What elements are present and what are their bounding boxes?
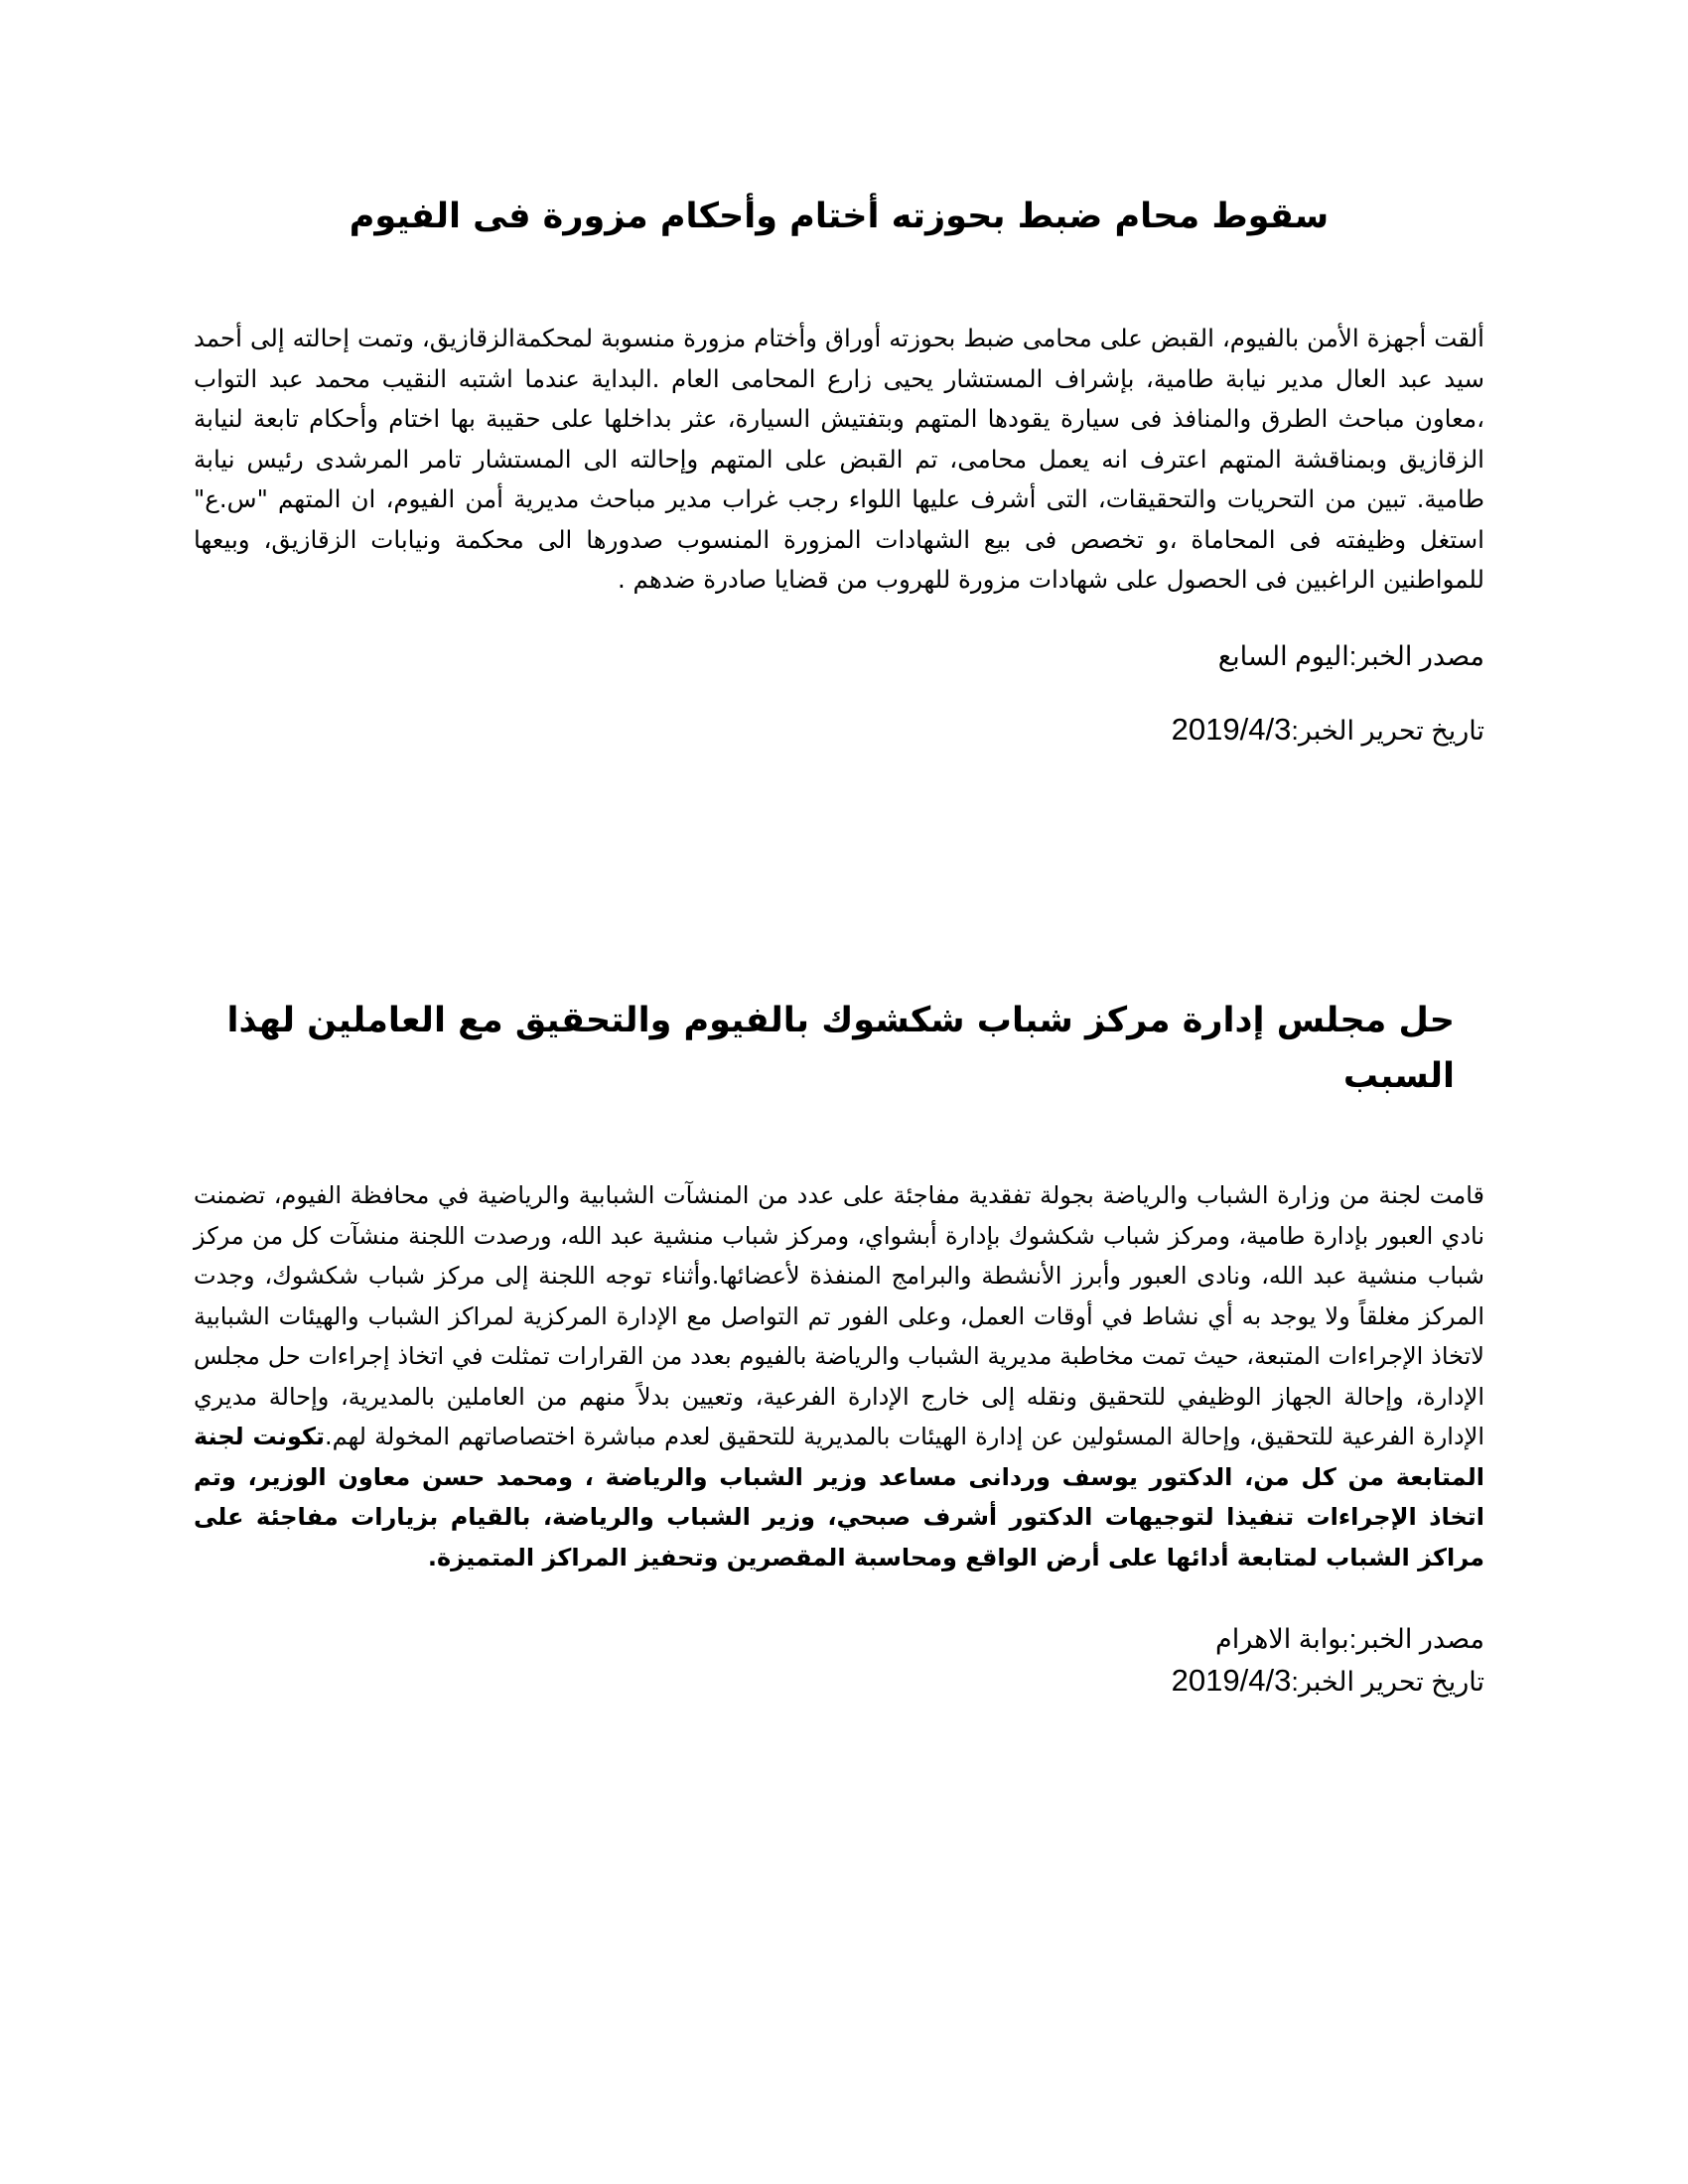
article-2-source-label: مصدر الخبر: [1348, 1624, 1484, 1654]
article-2-date-label: تاريخ تحرير الخبر: [1291, 1667, 1484, 1697]
article-2-body-bold-text: تكونت لجنة المتابعة من كل من، الدكتور يوسف وردانى مساعد وزير الشباب والرياضة ، ومحمد حسن معاون الوزير، وتم اتخاذ الإجراءات تنفيذا لتوجيهات الدكتور أشرف صبحي، وزير الشباب والرياضة، بالقيام بزيارات مفاجئة على مراكز الشباب لمتابعة أدائها على أرض الواقع ومحاسبة المقصرين وتحفيز المراكز المتميزة. [194, 1423, 1484, 1571]
article-1-body [194, 319, 1484, 601]
article-1-source [194, 636, 1484, 676]
article-1-source-label: مصدر الخبر: [1348, 640, 1484, 671]
article-2-date [194, 1661, 1484, 1702]
article-1-source-value: اليوم السابع [1217, 640, 1349, 671]
article-2-source-value: بوابة الاهرام [1214, 1624, 1349, 1654]
news-article-2 [194, 993, 1484, 1702]
article-2-body-text: قامت لجنة من وزارة الشباب والرياضة بجولة تفقدية مفاجئة على عدد من المنشآت الشبابية والرياضية في محافظة الفيوم، تضمنت نادي العبور بإدارة طامية، ومركز شباب شكشوك بإدارة أبشواي، ومركز شباب منشية عبد الله، ورصدت اللجنة منشآت كل من مركز شباب منشية عبد الله، ونادى العبور وأبرز الأنشطة والبرامج المنفذة لأعضائها.وأثناء توجه اللجنة إلى مركز شباب شكشوك، وجدت المركز مغلقاً ولا يوجد به أي نشاط في أوقات العمل، وعلى الفور تم التواصل مع الإدارة المركزية لمراكز الشباب والهيئات الشبابية لاتخاذ الإجراءات المتبعة، حيث تمت مخاطبة مديرية الشباب والرياضة بالفيوم بعدد من القرارات تمثلت في اتخاذ إجراءات حل مجلس الإدارة، وإحالة الجهاز الوظيفي للتحقيق ونقله إلى خارج الإدارة الفرعية، وتعيين بدلاً منهم من العاملين بالمديرية، وإحالة مديري الإدارة الفرعية للتحقيق، وإحالة المسئولين عن إدارة الهيئات بالمديرية للتحقيق لعدم مباشرة اختصاصاتهم المخولة لهم. [194, 1181, 1484, 1450]
article-2-headline: حل مجلس إدارة مركز شباب شكشوك بالفيوم والتحقيق مع العاملين لهذا السبب [226, 1001, 1455, 1096]
article-1-body-text: ألقت أجهزة الأمن بالفيوم، القبض على محامى ضبط بحوزته أوراق وأختام مزورة منسوبة لمحكمةالزقازيق، وتمت إحالته إلى أحمد سيد عبد العال مدير نيابة طامية، بإشراف المستشار يحيى زارع المحامى العام .البداية عندما اشتبه النقيب محمد عبد التواب ،معاون مباحث الطرق والمنافذ فى سيارة يقودها المتهم وبتفتيش السيارة، عثر بداخلها على حقيبة بها اختام وأحكام تابعة لنيابة الزقازيق وبمناقشة المتهم اعترف انه يعمل محامى، تم القبض على المتهم وإحالته الى المستشار تامر المرشدى رئيس نيابة طامية. تبين من التحريات والتحقيقات، التى أشرف عليها اللواء رجب غراب مدير مباحث مديرية أمن الفيوم، ان المتهم "س.ع" استغل وظيفته فى المحاماة ،و تخصص فى بيع الشهادات المزورة المنسوب صدورها الى محكمة ونيابات الزقازيق، وبيعها للمواطنين الراغبين فى الحصول على شهادات مزورة للهروب من قضايا صادرة ضدهم . [194, 324, 1484, 594]
news-article-1 [194, 189, 1484, 751]
article-2-date-value: 2019/4/3 [1171, 1663, 1292, 1698]
article-1-date-value: 2019/4/3 [1171, 711, 1292, 747]
article-2-source [194, 1619, 1484, 1659]
article-2-body [194, 1175, 1484, 1577]
article-1-headline: سقوط محام ضبط بحوزته أختام وأحكام مزورة فى الفيوم [349, 197, 1330, 236]
article-1-date [194, 710, 1484, 751]
article-1-date-label: تاريخ تحرير الخبر: [1291, 715, 1484, 746]
